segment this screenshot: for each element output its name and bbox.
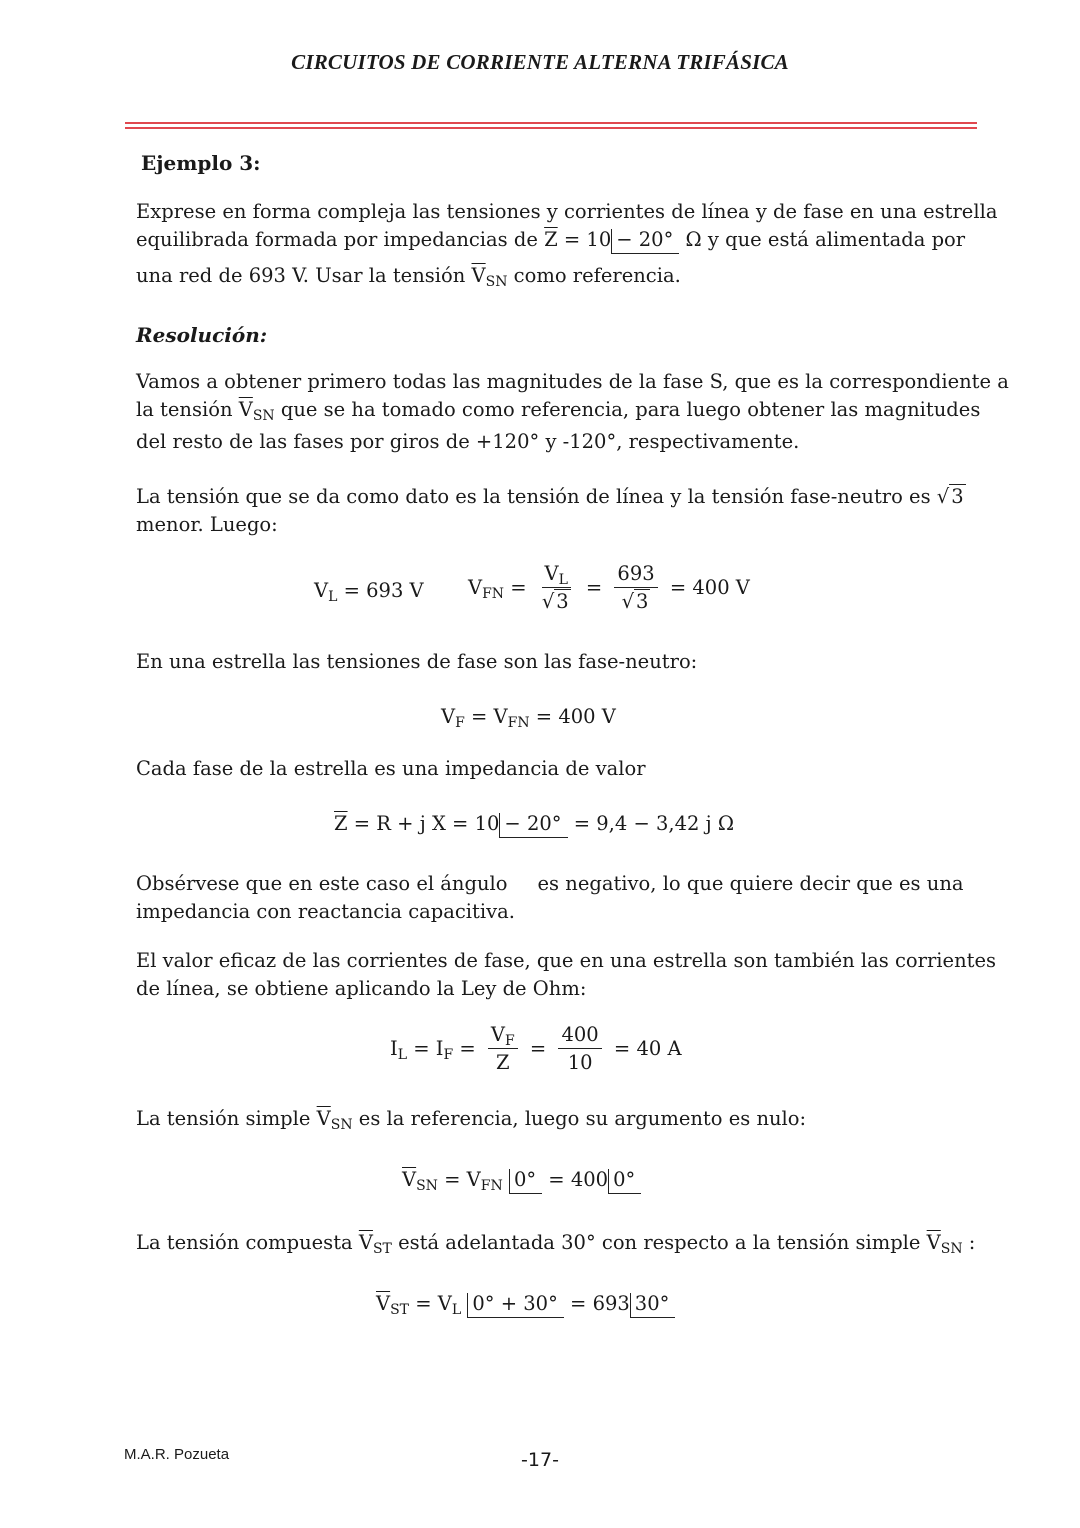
eq-symbol: V <box>468 576 483 599</box>
eq-subscript: L <box>451 1302 462 1318</box>
sqrt-symbol: √ 3 <box>936 485 964 508</box>
voltage-subscript: SN <box>252 408 275 424</box>
fraction <box>614 562 657 614</box>
paragraph-7 <box>136 1105 954 1133</box>
eq-subscript: FN <box>507 715 530 731</box>
eq-subscript: L <box>328 589 338 605</box>
paragraph-line: El valor eficaz de las corrientes de fase, que en una estrella son también las corrientes <box>136 949 997 972</box>
eq-subscript: FN <box>482 586 505 602</box>
eq-operator: = <box>523 1037 553 1060</box>
equation-line-voltage <box>314 577 424 605</box>
paragraph-line: impedancia con reactancia capacitiva. <box>136 900 515 923</box>
paragraph-1 <box>136 368 1009 456</box>
eq-operator: = <box>504 576 533 599</box>
angle: 0° + 30° <box>467 1293 563 1318</box>
header-rule-top <box>125 122 977 124</box>
eq-subscript: F <box>443 1047 454 1063</box>
footer-author: M.A.R. Pozueta <box>124 1446 230 1463</box>
eq-value: = 693 V <box>337 579 424 602</box>
voltage-symbol: $\overline{V}$ <box>358 1231 373 1254</box>
paragraph-text: es la referencia, luego su argumento es nulo: <box>352 1107 807 1130</box>
paragraph-line <box>136 396 981 424</box>
eq-expression: = R + j X = 10 <box>347 812 500 835</box>
fraction <box>488 1023 518 1075</box>
eq-symbol: V <box>441 705 456 728</box>
paragraph-text: La tensión simple <box>136 1107 311 1130</box>
eq-subscript: F <box>505 1033 515 1049</box>
fraction <box>558 1023 601 1075</box>
eq-operator: = <box>579 576 609 599</box>
voltage-symbol: $\overline{V}$ <box>376 1292 391 1315</box>
fraction-numerator: 693 <box>614 562 657 588</box>
impedance-angle: − 20° <box>499 813 567 838</box>
paragraph-3 <box>136 648 954 676</box>
voltage-symbol: $\overline{V}$ <box>926 1231 941 1254</box>
paragraph-line <box>136 870 964 898</box>
impedance-symbol: $\overline{Z}$ <box>544 228 558 251</box>
voltage-subscript: SN <box>485 274 508 290</box>
statement-text: una red de 693 V. Usar la tensión <box>136 264 466 287</box>
fraction-numerator <box>488 1023 518 1049</box>
eq-symbol: = V <box>437 1168 481 1191</box>
voltage-symbol: $\overline{V}$ <box>238 398 253 421</box>
paragraph-2 <box>136 483 964 539</box>
paragraph-8 <box>136 1229 976 1257</box>
equation-phase-neutral-voltage <box>468 562 750 614</box>
paragraph-text: es negativo, lo que quiere decir que es una <box>537 872 964 895</box>
paragraph-text: : <box>962 1231 976 1254</box>
page-header-title: CIRCUITOS DE CORRIENTE ALTERNA TRIFÁSICA <box>291 50 789 74</box>
fraction-denominator: Z <box>496 1051 510 1074</box>
equation-vsn <box>402 1166 641 1194</box>
voltage-subscript: SN <box>940 1241 963 1257</box>
eq-symbol: I <box>390 1037 398 1060</box>
paragraph-text: La tensión que se da como dato es la tensión de línea y la tensión fase-neutro es <box>136 485 931 508</box>
paragraph-line: de línea, se obtiene aplicando la Ley de Ohm: <box>136 977 587 1000</box>
eq-value: = 400 V <box>529 705 616 728</box>
eq-symbol: = V <box>464 705 508 728</box>
eq-subscript: FN <box>480 1178 503 1194</box>
example-title: Ejemplo 3: <box>141 151 261 175</box>
paragraph-line: Vamos a obtener primero todas las magnitudes de la fase S, que es la correspondiente a <box>136 370 1009 393</box>
paragraph-line: En una estrella las tensiones de fase son las fase-neutro: <box>136 650 698 673</box>
paragraph-text: está adelantada 30° con respecto a la tensión simple <box>391 1231 921 1254</box>
eq-subscript: L <box>397 1047 407 1063</box>
eq-subscript: F <box>455 715 465 731</box>
paragraph-text: La tensión compuesta <box>136 1231 353 1254</box>
eq-symbol: V <box>314 579 329 602</box>
voltage-symbol: $\overline{V}$ <box>471 264 486 287</box>
eq-value: = 693 <box>563 1292 630 1315</box>
impedance-angle: − 20° <box>611 229 679 254</box>
eq-result: = 9,4 − 3,42 j Ω <box>567 812 735 835</box>
eq-value: = 400 <box>542 1168 609 1191</box>
paragraph-5 <box>136 870 964 926</box>
paragraph-4 <box>136 755 954 783</box>
eq-operator: = <box>453 1037 482 1060</box>
eq-symbol: = V <box>409 1292 452 1315</box>
paragraph-line: menor. Luego: <box>136 513 278 536</box>
angle: 0° <box>509 1169 542 1194</box>
paragraph-line <box>136 1229 976 1257</box>
impedance-magnitude: = 10 <box>557 228 612 251</box>
equation-impedance <box>334 810 734 838</box>
page-number: -17- <box>521 1449 559 1471</box>
voltage-symbol: $\overline{V}$ <box>316 1107 331 1130</box>
sqrt-radicand: 3 <box>636 590 649 613</box>
paragraph-6 <box>136 947 997 1003</box>
statement-line-2 <box>136 226 966 254</box>
statement-text: como referencia. <box>507 264 681 287</box>
voltage-subscript: ST <box>372 1241 392 1257</box>
fraction-denominator: √ 3 <box>621 590 649 613</box>
angle: 0° <box>608 1169 641 1194</box>
header-rule-bottom <box>125 127 977 129</box>
equation-vst <box>376 1290 675 1318</box>
problem-statement <box>136 198 998 290</box>
eq-symbol: = I <box>407 1037 444 1060</box>
voltage-subscript: SN <box>330 1117 353 1133</box>
eq-result: = 40 A <box>607 1037 682 1060</box>
paragraph-line <box>136 1105 954 1133</box>
sqrt-radicand: 3 <box>556 590 569 613</box>
statement-line-1: Exprese en forma compleja las tensiones y corrientes de línea y de fase en una estrella <box>136 200 998 223</box>
statement-text: Ω y que está alimentada por <box>679 228 966 251</box>
paragraph-line: del resto de las fases por giros de +120° y -120°, respectivamente. <box>136 430 800 453</box>
fraction <box>539 562 574 614</box>
eq-symbol: V <box>544 562 559 585</box>
sqrt-radicand: 3 <box>951 485 964 508</box>
equation-currents <box>390 1023 682 1075</box>
paragraph-text: la tensión <box>136 398 233 421</box>
fraction-denominator: 10 <box>567 1051 593 1074</box>
paragraph-text: Obsérvese que en este caso el ángulo <box>136 872 508 895</box>
eq-subscript: L <box>558 572 568 588</box>
equation-phase-voltage <box>441 703 616 731</box>
fraction-numerator: 400 <box>558 1023 601 1049</box>
paragraph-line: Cada fase de la estrella es una impedancia de valor <box>136 757 646 780</box>
paragraph-text: que se ha tomado como referencia, para luego obtener las magnitudes <box>274 398 981 421</box>
resolution-title: Resolución: <box>136 323 268 347</box>
angle: 30° <box>630 1293 676 1318</box>
eq-symbol: V <box>490 1023 506 1046</box>
statement-text: equilibrada formada por impedancias de <box>136 228 538 251</box>
eq-subscript: SN <box>416 1178 438 1194</box>
eq-result: = 400 V <box>663 576 750 599</box>
statement-line-3 <box>136 262 954 290</box>
voltage-symbol: $\overline{V}$ <box>402 1168 417 1191</box>
impedance-symbol: $\overline{Z}$ <box>334 812 348 835</box>
fraction-numerator <box>542 562 571 588</box>
fraction-denominator: √ 3 <box>541 590 569 613</box>
eq-subscript: ST <box>390 1302 410 1318</box>
paragraph-line <box>136 483 964 511</box>
